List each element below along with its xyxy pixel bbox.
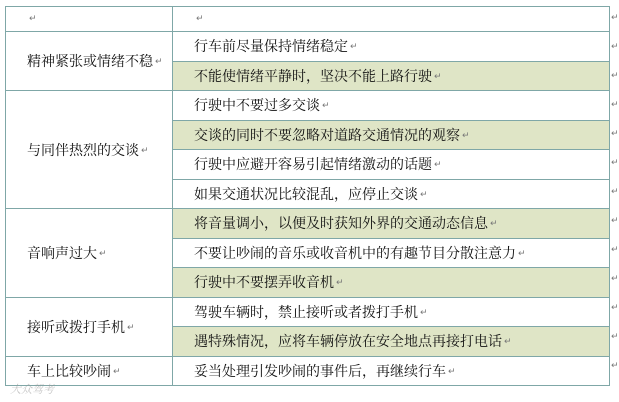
header-cell-category [6,7,173,32]
paragraph-mark: ↵ [141,145,149,156]
paragraph-mark: ↵ [155,57,163,67]
paragraph-mark: ↵ [322,101,330,112]
watermark: 大众驾考 [10,383,54,396]
row-end-mark: ↵ [611,71,619,81]
paragraph-mark: ↵ [434,71,442,82]
advice-text: 不能使情绪平静时，坚决不能上路行驶 [194,68,432,85]
advice-cell [173,61,610,91]
advice-cell [173,327,610,357]
advice-cell [173,150,610,180]
advice-text: 将音量调小，以便及时获知外界的交通动态信息 [194,216,488,233]
category-label: 音响声过大 [27,245,97,262]
row-end-mark: ↵ [611,129,619,139]
category-label: 接听或拨打手机 [27,319,125,336]
table-row [6,91,610,121]
row-end-mark: ↵ [611,332,619,342]
row-end-mark: ↵ [611,274,619,284]
paragraph-mark: ↵ [518,248,526,259]
paragraph-mark: ↵ [490,219,498,230]
header-cell-advice [173,7,610,32]
advice-cell [173,356,610,386]
row-end-mark: ↵ [611,187,619,197]
paragraph-mark: ↵ [29,14,37,24]
advice-text: 行驶中不要过多交谈 [194,98,320,115]
advice-cell [173,268,610,298]
advice-cell [173,179,610,209]
row-end-mark: ↵ [611,245,619,255]
paragraph-mark: ↵ [113,366,121,377]
table-row [6,209,610,239]
advice-cell [173,209,610,239]
advice-cell [173,238,610,268]
category-label: 与同伴热烈的交谈 [27,142,139,159]
row-end-mark: ↵ [611,100,619,110]
paragraph-mark: ↵ [336,278,344,289]
category-cell [6,32,173,91]
paragraph-mark: ↵ [420,307,428,318]
paragraph-mark: ↵ [196,14,204,24]
advice-text: 妥当处理引发吵闹的事件后，再继续行车 [194,363,446,380]
row-end-mark: ↵ [611,158,619,168]
table-header-row [6,7,610,32]
advice-text: 行驶中不要摆弄收音机 [194,275,334,292]
table-row [6,32,610,62]
advice-text: 行车前尽量保持情绪稳定 [194,39,348,56]
row-end-mark: ↵ [611,361,619,371]
row-end-mark: ↵ [611,13,619,23]
advice-text: 交谈的同时不要忽略对道路交通情况的观察 [194,127,460,144]
category-label: 精神紧张或情绪不稳 [27,54,153,70]
category-label: 车上比较吵闹 [27,363,111,380]
advice-text: 遇特殊情况，应将车辆停放在安全地点再接打电话 [194,334,502,351]
advice-text: 驾驶车辆时，禁止接听或者拨打手机 [194,304,418,321]
paragraph-mark: ↵ [434,160,442,171]
advice-cell [173,91,610,121]
category-cell [6,91,173,209]
advice-text: 行驶中应避开容易引起情绪激动的话题 [194,157,432,174]
row-end-mark: ↵ [611,42,619,52]
paragraph-mark: ↵ [504,337,512,348]
paragraph-mark: ↵ [448,366,456,377]
advice-text: 如果交通状况比较混乱，应停止交谈 [194,186,418,203]
table-row [6,297,610,327]
paragraph-mark: ↵ [462,130,470,141]
row-end-mark: ↵ [611,216,619,226]
category-cell [6,209,173,298]
advice-text: 不要让吵闹的音乐或收音机中的有趣节目分散注意力 [194,245,516,262]
paragraph-mark: ↵ [127,322,135,333]
row-end-mark: ↵ [611,303,619,313]
advice-cell [173,297,610,327]
paragraph-mark: ↵ [99,248,107,259]
table-row [6,356,610,386]
paragraph-mark: ↵ [420,189,428,200]
category-cell [6,297,173,356]
paragraph-mark: ↵ [350,42,358,53]
advice-cell [173,120,610,150]
advice-cell [173,32,610,62]
advice-table [5,6,610,386]
